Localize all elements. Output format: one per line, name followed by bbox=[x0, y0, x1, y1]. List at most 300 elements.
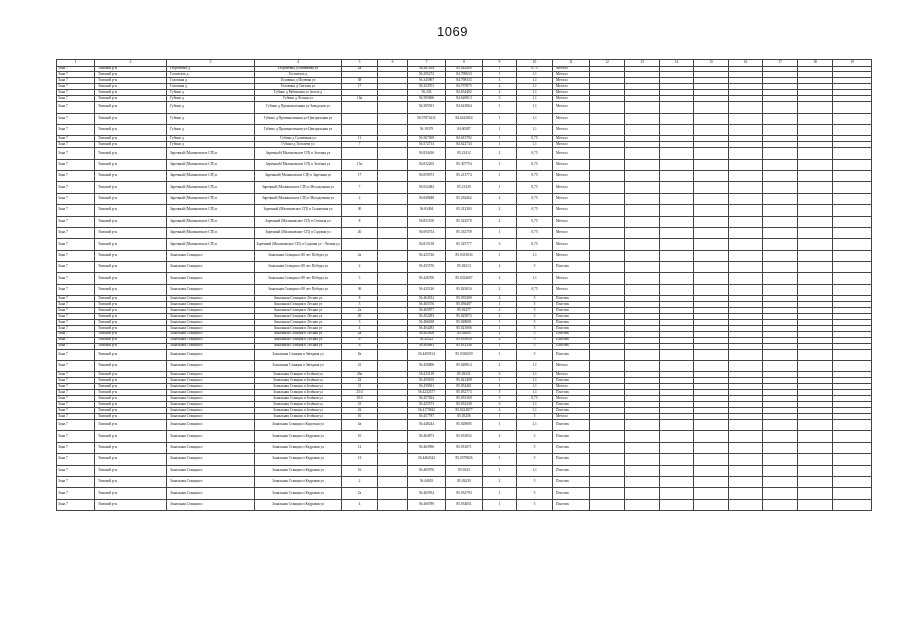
table-cell bbox=[763, 499, 798, 510]
table-cell: 85.03231 bbox=[446, 372, 483, 378]
table-cell: 0,75 bbox=[517, 205, 553, 216]
table-cell: Зона 7 bbox=[57, 193, 95, 204]
table-cell bbox=[660, 250, 694, 261]
table-cell bbox=[729, 205, 763, 216]
table-cell bbox=[378, 124, 408, 135]
table-cell: 1 bbox=[483, 136, 517, 142]
table-cell bbox=[763, 193, 798, 204]
table-cell: 85.034831 bbox=[446, 499, 483, 510]
table-cell: Томский р-н bbox=[95, 148, 167, 159]
table-cell: Зона 7 bbox=[57, 499, 95, 510]
table-cell: Пластик bbox=[553, 302, 590, 308]
table-cell: Зональная Станция п 80 лет Победы ул bbox=[255, 284, 342, 295]
table-cell bbox=[798, 431, 833, 442]
table-cell: 2 bbox=[483, 337, 517, 343]
table-cell bbox=[833, 442, 872, 453]
table-cell: Пластик bbox=[553, 402, 590, 408]
table-cell: Зональная Станция п Зелёная ул bbox=[255, 408, 342, 414]
table-cell: 25/4 bbox=[342, 390, 378, 396]
table-cell: 1,1 bbox=[517, 372, 553, 378]
table-cell bbox=[833, 250, 872, 261]
column-header: 16 bbox=[729, 60, 763, 67]
table-cell bbox=[798, 284, 833, 295]
table-cell: Томский р-н bbox=[95, 337, 167, 343]
table-cell: Зона 7 bbox=[57, 320, 95, 326]
table-cell bbox=[660, 216, 694, 227]
table-cell: 4 bbox=[342, 499, 378, 510]
table-cell: Металл bbox=[553, 72, 590, 78]
table-cell: Заречный (Малиновское СП) п bbox=[167, 193, 255, 204]
table-cell: Зона 7 bbox=[57, 408, 95, 414]
table-cell bbox=[763, 431, 798, 442]
table-cell bbox=[660, 476, 694, 487]
table-cell: 56.464283 bbox=[408, 325, 446, 331]
table-cell: 56.295272 bbox=[408, 72, 446, 78]
table-cell bbox=[694, 250, 729, 261]
table-cell: 2а bbox=[342, 66, 378, 72]
table-cell: Зона 7 bbox=[57, 239, 95, 250]
table-cell bbox=[590, 124, 625, 135]
table-cell bbox=[625, 262, 660, 273]
table-cell: 84.797875 bbox=[446, 84, 483, 90]
table-cell: 5 bbox=[517, 476, 553, 487]
table-cell: 85.02430 bbox=[446, 476, 483, 487]
table-cell bbox=[378, 284, 408, 295]
table-row bbox=[57, 148, 872, 159]
table-row bbox=[57, 349, 872, 360]
table-cell bbox=[729, 442, 763, 453]
table-cell: Зональная Станция п bbox=[167, 273, 255, 284]
table-cell bbox=[833, 227, 872, 238]
table-cell: 6 bbox=[342, 343, 378, 349]
table-cell: 1 bbox=[483, 349, 517, 360]
table-cell: 85.21412 bbox=[446, 148, 483, 159]
table-cell: 2 bbox=[342, 476, 378, 487]
table-cell bbox=[590, 227, 625, 238]
table-cell: 0,75 bbox=[517, 193, 553, 204]
table-cell: 0,75 bbox=[517, 170, 553, 181]
table-cell: Заречный (Малиновское СП) п bbox=[167, 170, 255, 181]
table-cell: 56.457787 bbox=[408, 414, 446, 420]
table-cell: Губино д Солнечная ул bbox=[255, 136, 342, 142]
table-cell: 2 bbox=[483, 476, 517, 487]
table-cell: 1 bbox=[483, 325, 517, 331]
table-cell: 85.03256 bbox=[446, 414, 483, 420]
table-cell: 5 bbox=[517, 296, 553, 302]
table-cell bbox=[660, 273, 694, 284]
table-cell: 1,1 bbox=[517, 102, 553, 113]
table-cell: Пластик bbox=[553, 337, 590, 343]
table-cell bbox=[660, 454, 694, 465]
table-cell: Пластик bbox=[553, 442, 590, 453]
table-cell: 0,75 bbox=[517, 227, 553, 238]
table-cell: Зона 7 bbox=[57, 378, 95, 384]
table-cell bbox=[590, 284, 625, 295]
table-cell bbox=[694, 454, 729, 465]
table-cell: 85.213774 bbox=[446, 170, 483, 181]
table-cell: 20 bbox=[342, 314, 378, 320]
table-cell: Томский р-н bbox=[95, 325, 167, 331]
table-cell: Томский р-н bbox=[95, 227, 167, 238]
table-cell bbox=[625, 124, 660, 135]
table-cell bbox=[694, 488, 729, 499]
table-cell: Зональная Станция п bbox=[167, 325, 255, 331]
table-cell: Томский р-н bbox=[95, 170, 167, 181]
table-cell: 1 bbox=[483, 419, 517, 430]
table-cell: 1 bbox=[483, 343, 517, 349]
table-cell: Зона 7 bbox=[57, 442, 95, 453]
column-header: 19 bbox=[833, 60, 872, 67]
table-row bbox=[57, 499, 872, 510]
table-cell bbox=[378, 193, 408, 204]
table-cell bbox=[625, 488, 660, 499]
table-cell bbox=[378, 250, 408, 261]
table-cell bbox=[798, 476, 833, 487]
table-cell bbox=[729, 465, 763, 476]
table-cell: 84.615792 bbox=[446, 136, 483, 142]
table-cell bbox=[660, 419, 694, 430]
table-cell bbox=[378, 442, 408, 453]
table-cell: Зона 7 bbox=[57, 216, 95, 227]
table-cell: 2а bbox=[342, 488, 378, 499]
table-cell: Заречный (Малиновское СП) п bbox=[167, 148, 255, 159]
table-cell bbox=[833, 148, 872, 159]
table-cell: Металл bbox=[553, 284, 590, 295]
table-cell: Зональная Станция п Звёздная ул bbox=[255, 349, 342, 360]
table-row bbox=[57, 239, 872, 250]
table-cell: Металл bbox=[553, 384, 590, 390]
registry-table bbox=[56, 59, 872, 511]
table-cell bbox=[694, 349, 729, 360]
table-cell: 3 bbox=[342, 302, 378, 308]
table-cell: Зональная Станция п bbox=[167, 331, 255, 337]
table-cell: Зона 7 bbox=[57, 390, 95, 396]
column-header: 17 bbox=[763, 60, 798, 67]
table-cell: 3 bbox=[483, 78, 517, 84]
table-cell: 5 bbox=[517, 431, 553, 442]
table-cell: 85.02477 bbox=[446, 308, 483, 314]
table-cell bbox=[833, 205, 872, 216]
table-cell: Зональная Станция п bbox=[167, 343, 255, 349]
table-cell bbox=[694, 262, 729, 273]
table-cell bbox=[590, 113, 625, 124]
table-cell: Зональная Станция п Лесная ул bbox=[255, 325, 342, 331]
table-cell: 1 bbox=[483, 113, 517, 124]
table-cell: 56.694754 bbox=[408, 227, 446, 238]
table-cell: Зональная Станция п Лесная ул bbox=[255, 314, 342, 320]
table-cell: 5 bbox=[517, 414, 553, 420]
table-cell bbox=[342, 239, 378, 250]
table-cell: Зона 7 bbox=[57, 314, 95, 320]
table-cell: Томский р-н bbox=[95, 302, 167, 308]
table-cell bbox=[798, 361, 833, 372]
table-cell bbox=[660, 262, 694, 273]
table-cell: 2 bbox=[483, 90, 517, 96]
column-header: 8 bbox=[446, 60, 483, 67]
table-cell: 1 bbox=[483, 159, 517, 170]
table-cell bbox=[763, 488, 798, 499]
table-cell bbox=[798, 193, 833, 204]
table-cell: Томский р-н bbox=[95, 419, 167, 430]
table-cell: 1,1 bbox=[517, 384, 553, 390]
table-cell bbox=[729, 102, 763, 113]
table-cell bbox=[590, 488, 625, 499]
table-cell: 84,634492 bbox=[446, 90, 483, 96]
table-cell bbox=[625, 227, 660, 238]
table-cell: Зональная Станция п Зелёная ул bbox=[255, 390, 342, 396]
table-cell: Головина д Полевая ул bbox=[255, 78, 342, 84]
table-cell bbox=[694, 419, 729, 430]
table-cell: Зона 7 bbox=[57, 414, 95, 420]
table-cell: Зона 7 bbox=[57, 361, 95, 372]
table-cell: Зональная Станция п Кедровая ул bbox=[255, 488, 342, 499]
table-cell: Зональная Станция п 80 лет Победы ул bbox=[255, 262, 342, 273]
table-cell: Зона 7 bbox=[57, 284, 95, 295]
table-cell: 56.572714 bbox=[408, 142, 446, 148]
table-cell: Пластик bbox=[553, 419, 590, 430]
table-cell bbox=[378, 349, 408, 360]
column-header: 12 bbox=[590, 60, 625, 67]
table-cell: 2 bbox=[483, 361, 517, 372]
table-cell bbox=[590, 431, 625, 442]
table-cell bbox=[729, 262, 763, 273]
table-cell: 56.4462542 bbox=[408, 454, 446, 465]
table-cell: Зональная Станция п Зелёная ул bbox=[255, 414, 342, 420]
table-cell bbox=[763, 113, 798, 124]
table-cell: 3 bbox=[483, 372, 517, 378]
table-cell: 56.851100 bbox=[408, 216, 446, 227]
table-cell bbox=[625, 148, 660, 159]
table-cell: 2 bbox=[483, 408, 517, 414]
table-cell: Зона 7 bbox=[57, 182, 95, 193]
table-cell: 56.832265 bbox=[408, 159, 446, 170]
table-cell: 2 bbox=[483, 296, 517, 302]
table-cell bbox=[694, 170, 729, 181]
table-cell: Томский р-н bbox=[95, 262, 167, 273]
table-cell: Томский р-н bbox=[95, 390, 167, 396]
table-cell bbox=[833, 499, 872, 510]
table-cell: 10 bbox=[342, 431, 378, 442]
table-cell: Зональная Станция п Лесная ул bbox=[255, 296, 342, 302]
table-cell: Томский р-н bbox=[95, 402, 167, 408]
table-cell bbox=[378, 182, 408, 193]
table-cell: 3 bbox=[483, 96, 517, 102]
table-row bbox=[57, 193, 872, 204]
table-cell bbox=[833, 361, 872, 372]
table-cell: Губино д bbox=[167, 124, 255, 135]
table-cell: 38 bbox=[342, 78, 378, 84]
table-cell: Томский р-н bbox=[95, 66, 167, 72]
table-cell: Зональная Станция п bbox=[167, 384, 255, 390]
table-cell: Зональная Станция п Лесная ул bbox=[255, 331, 342, 337]
table-cell: 56.425573 bbox=[408, 402, 446, 408]
table-cell bbox=[590, 239, 625, 250]
table-cell: Зона 7 bbox=[57, 273, 95, 284]
table-cell: 1,1 bbox=[517, 90, 553, 96]
table-cell bbox=[590, 361, 625, 372]
table-cell bbox=[590, 159, 625, 170]
table-cell bbox=[694, 124, 729, 135]
table-cell: 85.052461 bbox=[446, 384, 483, 390]
table-cell: 85.352759 bbox=[446, 227, 483, 238]
table-row bbox=[57, 216, 872, 227]
table-cell bbox=[378, 227, 408, 238]
table-cell bbox=[763, 419, 798, 430]
table-cell: Пластик bbox=[553, 378, 590, 384]
table-cell: 12 bbox=[342, 442, 378, 453]
table-cell: 56.423118 bbox=[408, 372, 446, 378]
table-cell bbox=[763, 361, 798, 372]
table-cell bbox=[590, 262, 625, 273]
table-cell bbox=[660, 499, 694, 510]
table-row bbox=[57, 205, 872, 216]
table-cell: Зона 7 bbox=[57, 302, 95, 308]
table-cell bbox=[694, 284, 729, 295]
table-cell: Заречный (Малиновское СП) п Садовая ул - Лесная ул bbox=[255, 239, 342, 250]
table-cell: 5 bbox=[517, 442, 553, 453]
table-cell: Зональная Станция п bbox=[167, 390, 255, 396]
table-cell: 1,1 bbox=[517, 72, 553, 78]
table-cell: 2а bbox=[342, 308, 378, 314]
table-cell: Пластик bbox=[553, 488, 590, 499]
table-cell: 84.622734 bbox=[446, 142, 483, 148]
table-cell bbox=[729, 454, 763, 465]
table-cell bbox=[378, 454, 408, 465]
table-cell: Зона 7 bbox=[57, 227, 95, 238]
table-cell: Зона 7 bbox=[57, 124, 95, 135]
table-cell bbox=[833, 102, 872, 113]
table-cell bbox=[798, 442, 833, 453]
table-cell bbox=[729, 431, 763, 442]
table-cell: 26а bbox=[342, 372, 378, 378]
table-cell bbox=[833, 170, 872, 181]
table-cell: 84.60387 bbox=[446, 124, 483, 135]
table-cell bbox=[694, 148, 729, 159]
table-cell: Зона 7 bbox=[57, 78, 95, 84]
table-cell bbox=[763, 148, 798, 159]
table-cell: 20 bbox=[342, 227, 378, 238]
table-cell: Пластик bbox=[553, 476, 590, 487]
table-cell bbox=[694, 182, 729, 193]
page-title: 1069 bbox=[437, 24, 468, 39]
table-cell: 3 bbox=[483, 396, 517, 402]
table-cell bbox=[694, 273, 729, 284]
table-cell bbox=[694, 102, 729, 113]
table-cell: Зональная Станция п Зелёная ул bbox=[255, 384, 342, 390]
table-cell bbox=[378, 216, 408, 227]
table-cell bbox=[660, 431, 694, 442]
table-cell bbox=[660, 227, 694, 238]
table-cell: 56.462408 bbox=[408, 331, 446, 337]
table-cell: 5 bbox=[517, 343, 553, 349]
table-cell: Зона 7 bbox=[57, 250, 95, 261]
table-cell bbox=[694, 361, 729, 372]
table-cell bbox=[729, 488, 763, 499]
table-cell: Металл bbox=[553, 414, 590, 420]
table-cell: 7 bbox=[342, 142, 378, 148]
table-cell: 56.849848 bbox=[408, 193, 446, 204]
table-cell bbox=[729, 250, 763, 261]
table-cell bbox=[660, 102, 694, 113]
table-cell bbox=[660, 465, 694, 476]
table-row bbox=[57, 465, 872, 476]
table-cell: 56.834436 bbox=[408, 148, 446, 159]
table-cell: 17 bbox=[342, 170, 378, 181]
table-cell bbox=[729, 273, 763, 284]
table-cell: Зональная Станция п Зелёная ул bbox=[255, 378, 342, 384]
table-cell: 5 bbox=[517, 331, 553, 337]
table-cell bbox=[763, 170, 798, 181]
table-cell: 30 bbox=[342, 205, 378, 216]
table-cell bbox=[833, 488, 872, 499]
table-cell: Томский р-н bbox=[95, 250, 167, 261]
table-cell: 85.035858 bbox=[446, 337, 483, 343]
table-cell bbox=[833, 419, 872, 430]
table-cell: 56.457824 bbox=[408, 396, 446, 402]
table-cell: 56.345967 bbox=[408, 78, 446, 84]
table-cell: Металл bbox=[553, 148, 590, 159]
table-row bbox=[57, 227, 872, 238]
table-cell: Зона 7 bbox=[57, 384, 95, 390]
table-cell: Пластик bbox=[553, 320, 590, 326]
table-cell: Губино д bbox=[167, 113, 255, 124]
table-row bbox=[57, 431, 872, 442]
table-cell bbox=[694, 465, 729, 476]
table-cell: Зона 7 bbox=[57, 159, 95, 170]
table-cell bbox=[729, 182, 763, 193]
table-cell: Металл bbox=[553, 66, 590, 72]
table-cell: 5 bbox=[517, 302, 553, 308]
table-cell: Металл bbox=[553, 216, 590, 227]
table-cell bbox=[378, 102, 408, 113]
table-cell: 85.031348 bbox=[446, 343, 483, 349]
table-row bbox=[57, 262, 872, 273]
table-cell bbox=[625, 250, 660, 261]
table-cell: 85.028685 bbox=[446, 419, 483, 430]
table-cell: 85.024209 bbox=[446, 66, 483, 72]
table-cell: Зональная Станция п bbox=[167, 378, 255, 384]
table-cell: 2 bbox=[483, 84, 517, 90]
table-row bbox=[57, 419, 872, 430]
table-cell bbox=[694, 113, 729, 124]
table-cell bbox=[625, 182, 660, 193]
table-cell: Зона 7 bbox=[57, 148, 95, 159]
table-cell: 85.033169 bbox=[446, 396, 483, 402]
table-cell: Зона 7 bbox=[57, 402, 95, 408]
table-cell bbox=[763, 216, 798, 227]
table-cell: 1,1 bbox=[517, 378, 553, 384]
table-cell bbox=[342, 124, 378, 135]
table-cell: 5 bbox=[517, 488, 553, 499]
table-cell: 31 bbox=[342, 384, 378, 390]
table-cell: Металл bbox=[553, 78, 590, 84]
table-cell: Зона 7 bbox=[57, 170, 95, 181]
table-cell: Зона 7 bbox=[57, 84, 95, 90]
table-cell: 84.6225854 bbox=[446, 113, 483, 124]
table-cell: 0,75 bbox=[517, 136, 553, 142]
table-cell: Зона 7 bbox=[57, 349, 95, 360]
table-cell bbox=[378, 419, 408, 430]
table-cell: 85.032340 bbox=[446, 402, 483, 408]
table-cell: Томский р-н bbox=[95, 476, 167, 487]
table-cell: 4а bbox=[342, 331, 378, 337]
table-cell bbox=[798, 182, 833, 193]
table-cell: 0,75 bbox=[517, 159, 553, 170]
table-cell: 0,75 bbox=[517, 239, 553, 250]
table-cell bbox=[833, 262, 872, 273]
table-cell: 2 bbox=[483, 193, 517, 204]
table-cell: 56.425126 bbox=[408, 284, 446, 295]
